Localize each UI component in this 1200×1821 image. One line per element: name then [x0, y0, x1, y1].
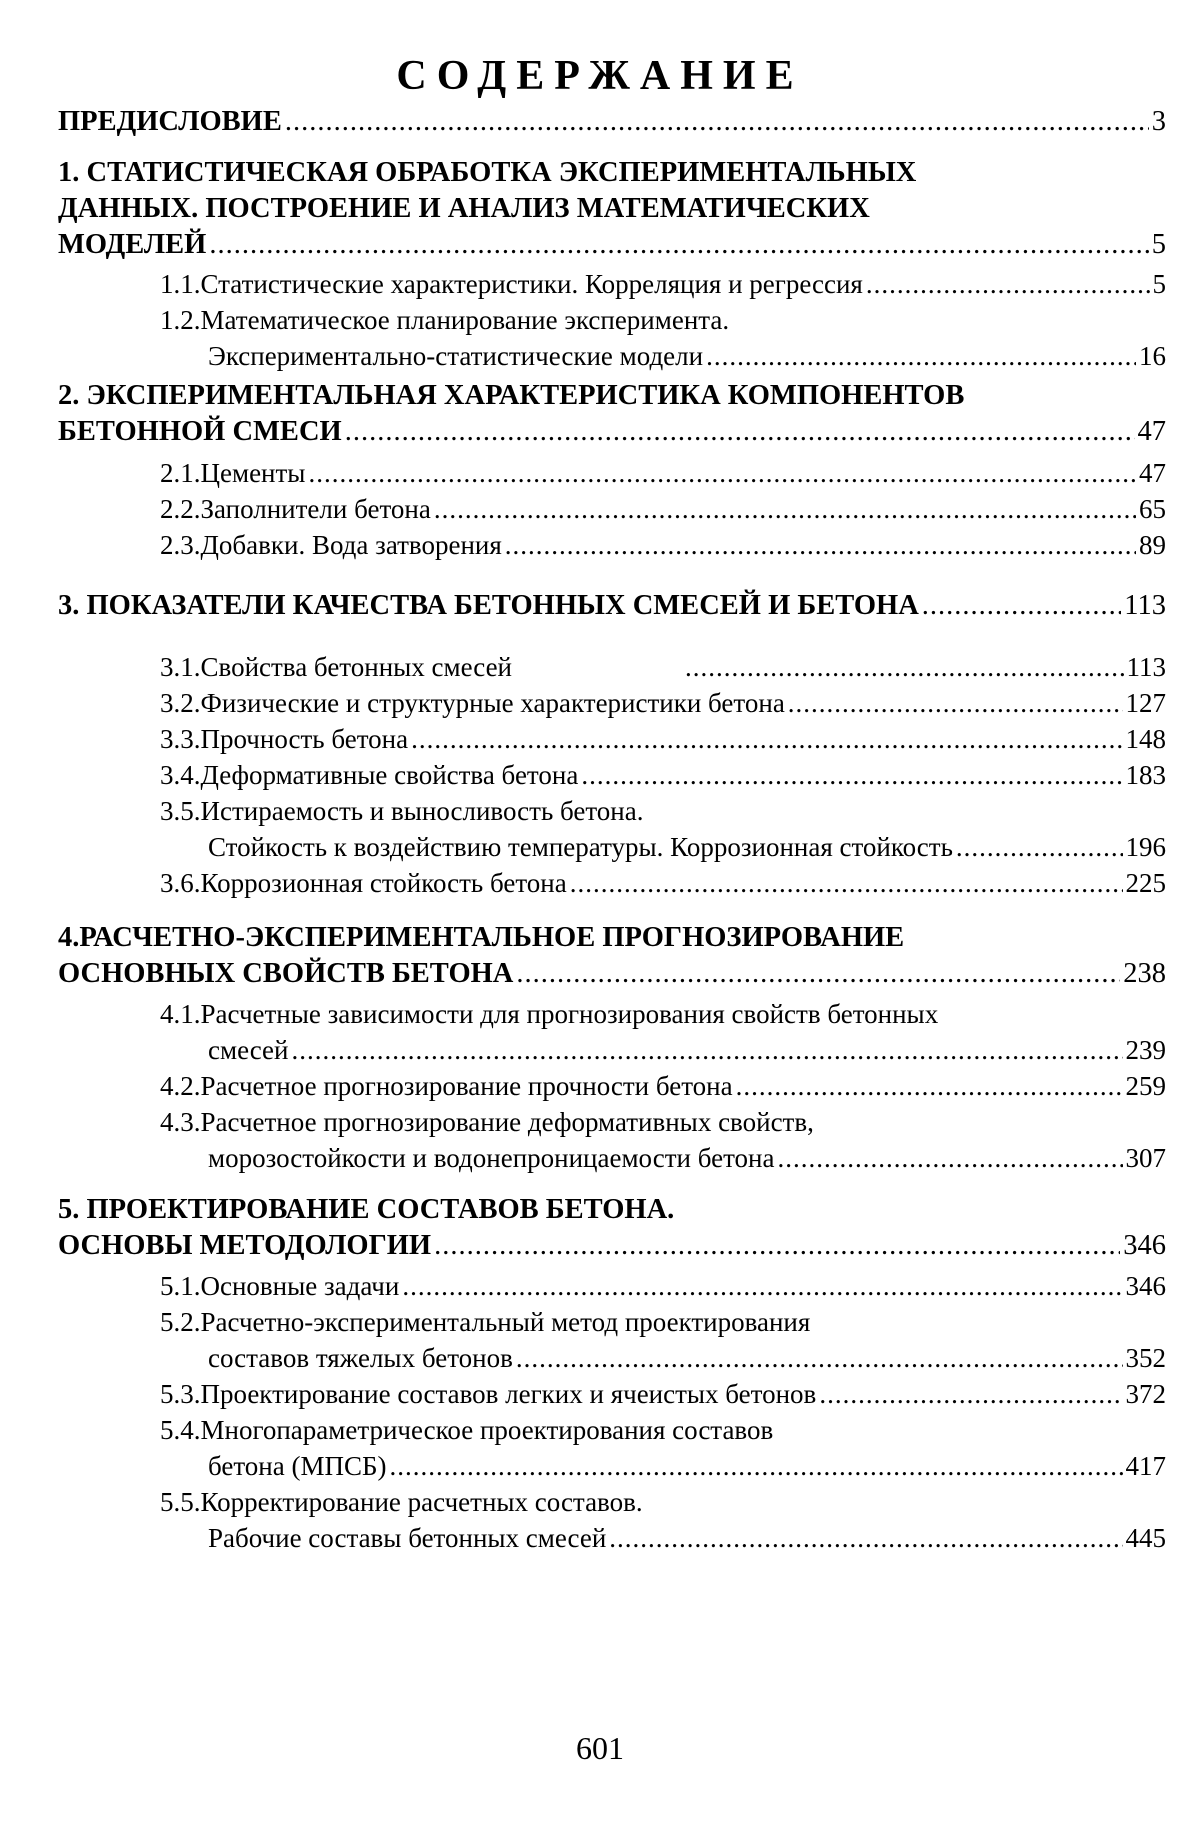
page-ref: 225 [1125, 868, 1166, 898]
toc-section-5-2[interactable] [160, 1304, 1166, 1376]
section-title: составов тяжелых бетонов [208, 1343, 513, 1373]
dot-leader [505, 527, 1136, 563]
section-number: 1.2. [160, 305, 201, 335]
dot-leader [516, 1340, 1123, 1376]
page-ref: 352 [1125, 1343, 1166, 1373]
page-ref: 196 [1125, 832, 1166, 862]
dot-leader [434, 1228, 1120, 1264]
section-title: Рабочие составы бетонных смесей [208, 1523, 607, 1553]
page-ref: 307 [1125, 1143, 1166, 1173]
section-title: Коррозионная стойкость бетона [200, 868, 567, 898]
dot-leader [736, 1068, 1123, 1104]
section-title: Математическое планирование эксперимента. [200, 305, 730, 335]
section-number: 3.1. [160, 652, 201, 682]
toc-section-3-4[interactable] [160, 757, 1166, 793]
chapter-title-line: 5. ПРОЕКТИРОВАНИЕ СОСТАВОВ БЕТОНА. [58, 1194, 675, 1225]
chapter-title-line: 2. ЭКСПЕРИМЕНТАЛЬНАЯ ХАРАКТЕРИСТИКА КОМПОНЕНТОВ [58, 380, 965, 411]
page-ref: 259 [1125, 1071, 1166, 1101]
section-title: Свойства бетонных смесей [200, 652, 513, 682]
section-number: 3.3. [160, 724, 201, 754]
page-number: 601 [576, 1730, 624, 1766]
toc-section-3-6[interactable] [160, 865, 1166, 901]
section-number: 3.5. [160, 796, 201, 826]
page-ref: 238 [1123, 958, 1166, 989]
toc-section-5-1[interactable] [160, 1268, 1166, 1304]
dot-leader [516, 956, 1120, 992]
section-number: 5.1. [160, 1271, 201, 1301]
toc-section-4-2[interactable] [160, 1068, 1166, 1104]
page-ref: 47 [1139, 458, 1166, 488]
page-ref: 16 [1139, 341, 1166, 371]
dot-leader [685, 649, 1123, 685]
page-ref: 417 [1125, 1451, 1166, 1481]
section-number: 5.2. [160, 1307, 201, 1337]
dot-leader [956, 829, 1123, 865]
section-title: смесей [208, 1035, 289, 1065]
section-number: 4.1. [160, 999, 201, 1029]
toc-section-3-2[interactable] [160, 685, 1166, 721]
section-number: 4.2. [160, 1071, 201, 1101]
section-title: Расчетное прогнозирование прочности бетона [200, 1071, 733, 1101]
page-ref: 372 [1125, 1379, 1166, 1409]
page-ref: 5 [1152, 269, 1166, 299]
toc-section-3-5[interactable] [160, 793, 1166, 865]
chapter-title-line: ДАННЫХ. ПОСТРОЕНИЕ И АНАЛИЗ МАТЕМАТИЧЕСКИХ [58, 193, 870, 224]
section-number: 1.1. [160, 269, 201, 299]
toc-section-4-1[interactable] [160, 996, 1166, 1068]
page-ref: 239 [1125, 1035, 1166, 1065]
toc-section-3-1[interactable] [160, 649, 1166, 685]
dot-leader [609, 1520, 1122, 1556]
page-ref: 3 [1151, 106, 1166, 137]
page-ref: 445 [1125, 1523, 1166, 1553]
chapter-title-line: 3. ПОКАЗАТЕЛИ КАЧЕСТВА БЕТОННЫХ СМЕСЕЙ И БЕТОНА [58, 590, 919, 621]
section-title: Расчетное прогнозирование деформативных свойств, [200, 1107, 814, 1137]
toc-section-1-1[interactable] [160, 266, 1166, 302]
toc-chapter-3[interactable] [58, 588, 1166, 624]
toc-chapter-5[interactable] [58, 1192, 1166, 1264]
dot-leader [819, 1376, 1122, 1412]
page-ref: 113 [1124, 590, 1166, 621]
dot-leader [570, 865, 1123, 901]
page-ref: 148 [1125, 724, 1166, 754]
section-title: Прочность бетона [200, 724, 409, 754]
toc-chapter-2[interactable] [58, 378, 1166, 450]
chapter-title-line: 4.РАСЧЕТНО-ЭКСПЕРИМЕНТАЛЬНОЕ ПРОГНОЗИРОВАНИЕ [58, 922, 905, 953]
dot-leader [922, 588, 1122, 624]
section-title: Физические и структурные характеристики бетона [200, 688, 785, 718]
page-ref: 346 [1123, 1230, 1166, 1261]
section-number: 5.4. [160, 1415, 201, 1445]
dot-leader [777, 1140, 1122, 1176]
toc-section-5-3[interactable] [160, 1376, 1166, 1412]
dot-leader [866, 266, 1150, 302]
toc-section-2-2[interactable] [160, 491, 1166, 527]
section-title: Многопараметрическое проектирования составов [200, 1415, 774, 1445]
section-title: Экспериментально-статистические модели [208, 341, 704, 371]
section-title: Корректирование расчетных составов. [200, 1487, 643, 1517]
section-number: 3.6. [160, 868, 201, 898]
section-number: 5.5. [160, 1487, 201, 1517]
section-number: 3.2. [160, 688, 201, 718]
toc-section-5-5[interactable] [160, 1484, 1166, 1556]
dot-leader [308, 455, 1136, 491]
section-title: Стойкость к воздействию температуры. Коррозионная стойкость [208, 832, 953, 862]
dot-leader [345, 414, 1135, 450]
page-ref: 183 [1125, 760, 1166, 790]
section-number: 4.3. [160, 1107, 201, 1137]
section-title: Проектирование составов легких и ячеистых бетонов [200, 1379, 817, 1409]
section-title: морозостойкости и водонепроницаемости бетона [208, 1143, 775, 1173]
section-title: Заполнители бетона [200, 494, 431, 524]
dot-leader [788, 685, 1123, 721]
page-ref: 65 [1139, 494, 1166, 524]
toc-chapter-1[interactable] [58, 155, 1166, 263]
dot-leader [411, 721, 1122, 757]
section-number: 2.1. [160, 458, 201, 488]
chapter-title-line: ОСНОВНЫХ СВОЙСТВ БЕТОНА [58, 958, 514, 989]
chapter-title-line: 1. СТАТИСТИЧЕСКАЯ ОБРАБОТКА ЭКСПЕРИМЕНТАЛЬНЫХ [58, 157, 917, 188]
toc-section-2-1[interactable] [160, 455, 1166, 491]
chapter-title-line: ОСНОВЫ МЕТОДОЛОГИИ [58, 1230, 432, 1261]
section-title: Расчетно-экспериментальный метод проектирования [200, 1307, 811, 1337]
section-number: 2.2. [160, 494, 201, 524]
section-title: Истираемость и выносливость бетона. [200, 796, 644, 826]
dot-leader [390, 1448, 1123, 1484]
toc-section-3-3[interactable] [160, 721, 1166, 757]
toc-title: СОДЕРЖАНИЕ [396, 53, 804, 99]
dot-leader [706, 338, 1136, 374]
toc-chapter-4[interactable] [58, 920, 1166, 992]
section-number: 5.3. [160, 1379, 201, 1409]
section-title: Деформативные свойства бетона [200, 760, 579, 790]
page-ref: 5 [1151, 229, 1166, 260]
toc-section-4-3[interactable] [160, 1104, 1166, 1176]
dot-leader [291, 1032, 1122, 1068]
dot-leader [285, 104, 1149, 140]
dot-leader [434, 491, 1136, 527]
toc-entry-preface[interactable] [58, 104, 1166, 140]
section-number: 2.3. [160, 530, 201, 560]
toc-section-1-2[interactable] [160, 302, 1166, 374]
chapter-title-line: МОДЕЛЕЙ [58, 229, 207, 260]
page-ref: 47 [1137, 416, 1166, 447]
section-title: бетона (МПСБ) [208, 1451, 387, 1481]
section-title: Цементы [200, 458, 306, 488]
preface-label: ПРЕДИСЛОВИЕ [58, 106, 282, 137]
section-title: Расчетные зависимости для прогнозирования свойств бетонных [200, 999, 939, 1029]
dot-leader [402, 1268, 1122, 1304]
section-number: 3.4. [160, 760, 201, 790]
section-title: Статистические характеристики. Корреляция и регрессия [200, 269, 863, 299]
dot-leader [581, 757, 1122, 793]
chapter-title-line: БЕТОННОЙ СМЕСИ [58, 416, 342, 447]
toc-section-2-3[interactable] [160, 527, 1166, 563]
page-ref: 89 [1139, 530, 1166, 560]
dot-leader [209, 227, 1148, 263]
section-title: Добавки. Вода затворения [200, 530, 502, 560]
toc-section-5-4[interactable] [160, 1412, 1166, 1484]
page-ref: 346 [1125, 1271, 1166, 1301]
page-ref: 113 [1126, 652, 1166, 682]
section-title: Основные задачи [200, 1271, 400, 1301]
page-ref: 127 [1125, 688, 1166, 718]
